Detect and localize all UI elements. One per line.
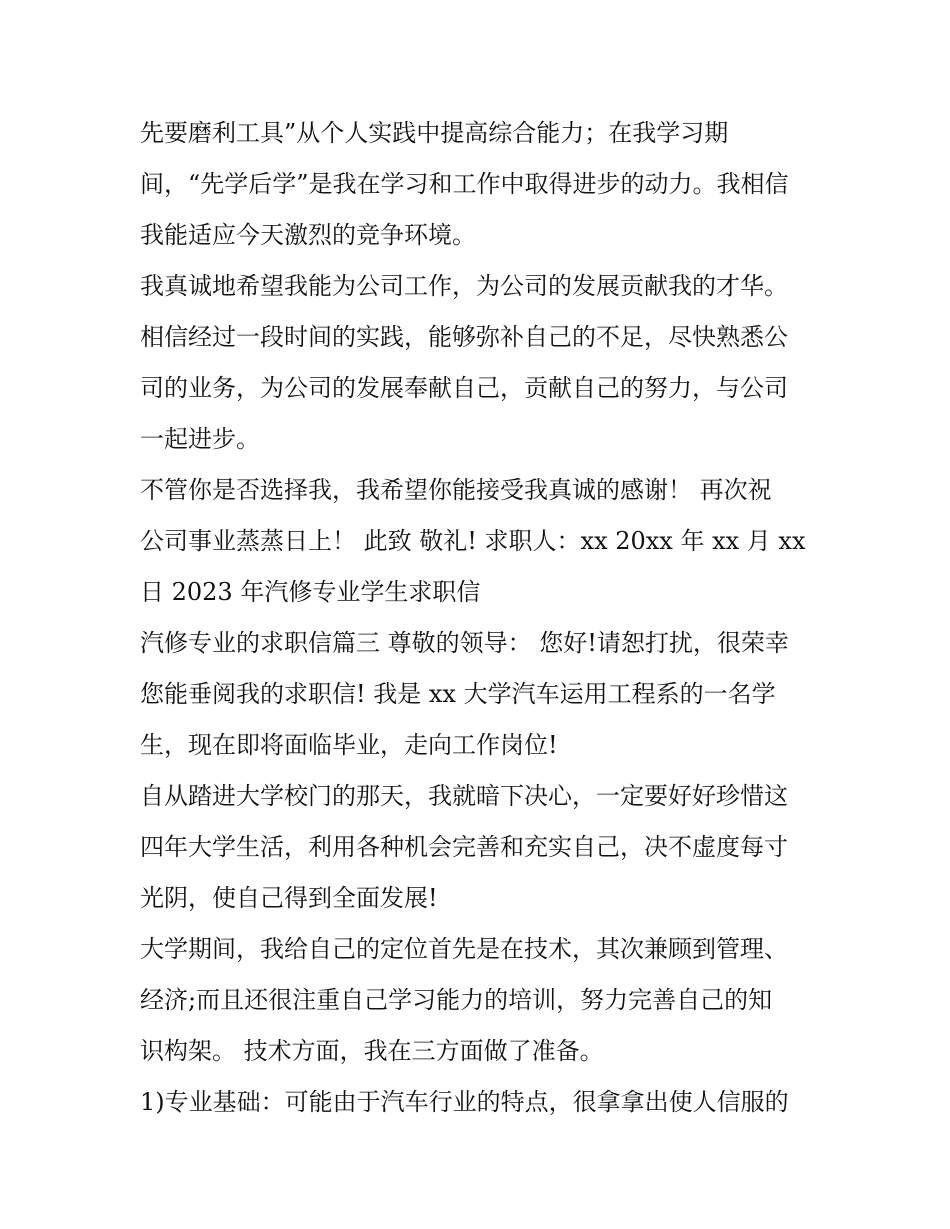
text-line-1: 先要磨利工具”从个人实践中提高综合能力；在我学习期 <box>140 119 729 147</box>
text-line-6: 司的业务，为公司的发展奉献自己，贡献自己的努力，与公司 <box>140 374 788 402</box>
text-line-17: 大学期间，我给自己的定位首先是在技术，其次兼顾到管理、 <box>140 935 788 963</box>
text-line-11: 汽修专业的求职信篇三 尊敬的领导： 您好!请恕打扰，很荣幸 <box>140 629 789 657</box>
text-line-2: 间，“先学后学”是我在学习和工作中取得进步的动力。我相信 <box>140 170 789 198</box>
text-line-3: 我能适应今天激烈的竞争环境。 <box>140 221 476 249</box>
text-line-15: 四年大学生活，利用各种机会完善和充实自己，决不虚度每寸 <box>140 833 788 861</box>
text-line-14: 自从踏进大学校门的那天，我就暗下决心，一定要好好珍惜这 <box>140 782 788 810</box>
text-line-19: 识构架。 技术方面，我在三方面做了准备。 <box>140 1037 604 1065</box>
text-line-10: 日 2023 年汽修专业学生求职信 <box>140 578 481 606</box>
text-line-16: 光阴，使自己得到全面发展! <box>140 884 438 912</box>
text-line-8: 不管你是否选择我，我希望你能接受我真诚的感谢！ 再次祝 <box>140 476 772 504</box>
text-line-5: 相信经过一段时间的实践，能够弥补自己的不足，尽快熟悉公 <box>140 323 788 351</box>
text-line-20: 1)专业基础：可能由于汽车行业的特点，很拿拿出使人信服的 <box>140 1088 789 1116</box>
text-line-12: 您能垂阅我的求职信! 我是 xx 大学汽车运用工程系的一名学 <box>140 680 776 708</box>
text-line-9: 公司事业蒸蒸日上！ 此致 敬礼! 求职人：xx 20xx 年 xx 月 xx <box>140 527 806 555</box>
text-line-7: 一起进步。 <box>140 425 260 453</box>
text-line-13: 生，现在即将面临毕业，走向工作岗位! <box>140 731 558 759</box>
text-line-4: 我真诚地希望我能为公司工作，为公司的发展贡献我的才华。 <box>140 272 788 300</box>
text-line-18: 经济;而且还很注重自己学习能力的培训，努力完善自己的知 <box>140 986 773 1014</box>
document-body <box>140 108 820 1128</box>
